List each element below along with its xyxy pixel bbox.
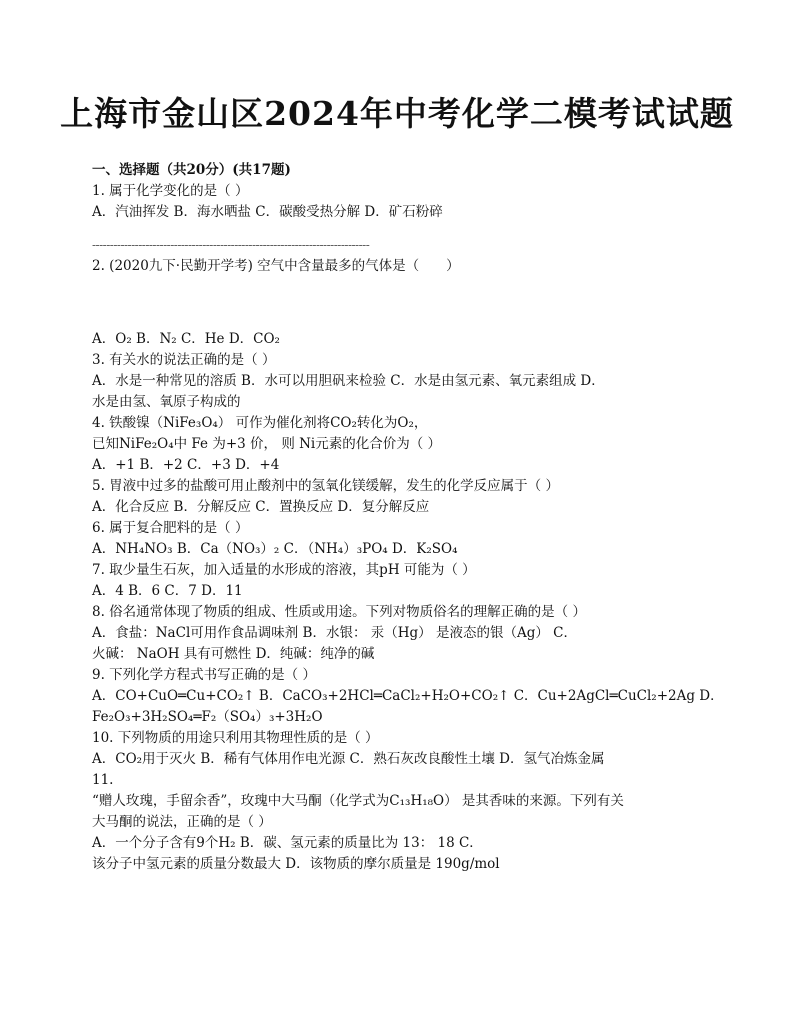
question-4-stem-line1: 4. 铁酸镍（NiFe₃O₄） 可作为催化剂将CO₂转化为O₂，	[92, 415, 428, 431]
page-title: 上海市金山区2024年中考化学二模考试试题	[60, 94, 734, 133]
question-10-options: A．CO₂用于灭火 B．稀有气体用作电光源 C．熟石灰改良酸性土壤 D．氢气冶炼金属	[92, 751, 605, 767]
question-6-stem: 6. 属于复合肥料的是（ ）	[92, 520, 249, 536]
question-7-stem: 7. 取少量生石灰，加入适量的水形成的溶液，其pH 可能为（ ）	[92, 562, 476, 578]
question-3-stem: 3. 有关水的说法正确的是（ ）	[92, 352, 276, 368]
question-8-options-line2: 火碱： NaOH 具有可燃性 D．纯碱：纯净的碱	[92, 646, 375, 662]
question-11-options-line2: 该分子中氢元素的质量分数最大 D．该物质的摩尔质量是 190g/mol	[92, 856, 500, 872]
question-5-options: A．化合反应 B．分解反应 C．置换反应 D．复分解反应	[92, 499, 430, 515]
question-4-stem-line2: 已知NiFe₂O₄中 Fe 为+3 价， 则 Ni元素的化合价为（ ）	[92, 436, 442, 452]
question-9-stem: 9. 下列化学方程式书写正确的是（ ）	[92, 667, 316, 683]
question-9-options-line2: Fe₂O₃+3H₂SO₄═F₂（SO₄）₃+3H₂O	[92, 709, 323, 725]
question-8-options-line1: A．食盐：NaCl可用作食品调味剂 B．水银： 汞（Hg） 是液态的银（Ag） C．	[92, 625, 577, 641]
question-3-options-line1: A．水是一种常见的溶质 B．水可以用胆矾来检验 C．水是由氢元素、氧元素组成 D．	[92, 373, 605, 389]
section-heading: 一、选择题（共20分）(共17题)	[92, 162, 291, 178]
question-7-options: A．4 B．6 C．7 D．11	[92, 583, 243, 599]
question-9-options-line1: A．CO+CuO═Cu+CO₂↑ B．CaCO₃+2HCl═CaCl₂+H₂O+CO₂↑ C．Cu+2AgCl═CuCl₂+2Ag D．	[92, 688, 724, 704]
question-11-stem-line1: “赠人玫瑰，手留余香”，玫瑰中大马酮（化学式为C₁₃H₁₈O） 是其香味的来源。下列有关	[92, 793, 624, 809]
question-1-stem: 1. 属于化学变化的是（ ）	[92, 183, 249, 199]
question-10-stem: 10. 下列物质的用途只利用其物理性质的是（ ）	[92, 730, 379, 746]
question-list	[92, 160, 732, 875]
question-2-stem: 2. (2020九下·民勤开学考) 空气中含量最多的气体是（ ）	[92, 258, 460, 274]
question-6-options: A．NH₄NO₃ B．Ca（NO₃）₂ C．（NH₄）₃PO₄ D．K₂SO₄	[92, 541, 458, 557]
question-5-stem: 5. 胃液中过多的盐酸可用止酸剂中的氢氧化镁缓解，发生的化学反应属于（ ）	[92, 478, 559, 494]
question-8-stem: 8. 俗名通常体现了物质的组成、性质或用途。下列对物质俗名的理解正确的是（ ）	[92, 604, 586, 620]
question-11-number: 11.	[92, 772, 114, 788]
question-4-options: A．+1 B．+2 C．+3 D．+4	[92, 457, 280, 473]
separator-line: ------------------------------------------------------------------------------	[92, 238, 370, 252]
question-1-options: A．汽油挥发 B．海水晒盐 C．碳酸受热分解 D．矿石粉碎	[92, 204, 443, 220]
question-11-stem-line2: 大马酮的说法，正确的是（ ）	[92, 814, 272, 830]
question-2-options: A．O₂ B．N₂ C．He D．CO₂	[92, 331, 280, 347]
question-11-options-line1: A．一个分子含有9个H₂ B．碳、氢元素的质量比为 13： 18 C．	[92, 835, 483, 851]
question-3-options-line2: 水是由氢、氧原子构成的	[92, 394, 241, 410]
